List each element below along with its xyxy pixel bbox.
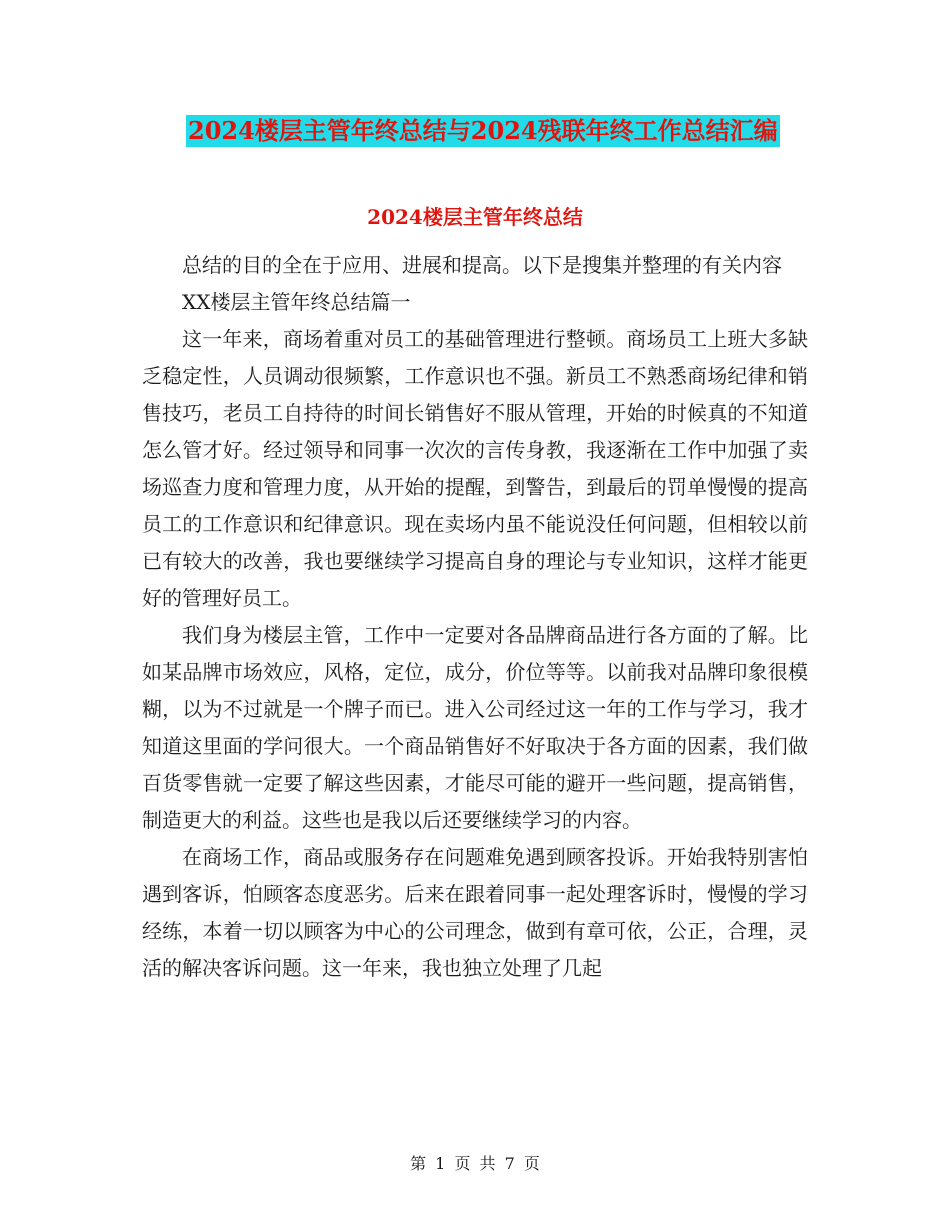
intro-paragraph: 总结的目的全在于应用、进展和提高。以下是搜集并整理的有关内容 <box>182 253 782 277</box>
section-title: 2024楼层主管年终总结 <box>367 205 583 229</box>
page-number-footer: 第 1 页 共 7 页 <box>410 1154 540 1173</box>
body-paragraph: 这一年来，商场着重对员工的基础管理进行整顿。商场员工上班大多缺乏稳定性，人员调动很频繁，工作意识也不强。新员工不熟悉商场纪律和销售技巧，老员工自持待的时间长销售好不服从管理，开始的时候真的不知道怎么管才好。经过领导和同事一次次的言传身教，我逐渐在工作中加强了卖场巡查力度和管理力度，从开始的提醒，到警告，到最后的罚单慢慢的提高员工的工作意识和纪律意识。现在卖场内虽不能说没任何问题，但相较以前已有较大的改善，我也要继续学习提高自身的理论与专业知识，这样才能更好的管理好员工。 <box>142 327 808 610</box>
document-body <box>142 247 808 987</box>
body-paragraph: 在商场工作，商品或服务存在问题难免遇到顾客投诉。开始我特别害怕遇到客诉，怕顾客态度恶劣。后来在跟着同事一起处理客诉时，慢慢的学习经练，本着一切以顾客为中心的公司理念，做到有章可依，公正，合理，灵活的解决客诉问题。这一年来，我也独立处理了几起 <box>142 845 808 980</box>
body-paragraph: 我们身为楼层主管，工作中一定要对各品牌商品进行各方面的了解。比如某品牌市场效应，风格，定位，成分，价位等等。以前我对品牌印象很模糊，以为不过就是一个牌子而已。进入公司经过这一年的工作与学习，我才知道这里面的学问很大。一个商品销售好不好取决于各方面的因素，我们做百货零售就一定要了解这些因素，才能尽可能的避开一些问题，提高销售，制造更大的利益。这些也是我以后还要继续学习的内容。 <box>142 623 808 832</box>
subheading-paragraph: XX楼层主管年终总结篇一 <box>182 290 411 314</box>
document-main-title: 2024楼层主管年终总结与2024残联年终工作总结汇编 <box>188 116 778 145</box>
